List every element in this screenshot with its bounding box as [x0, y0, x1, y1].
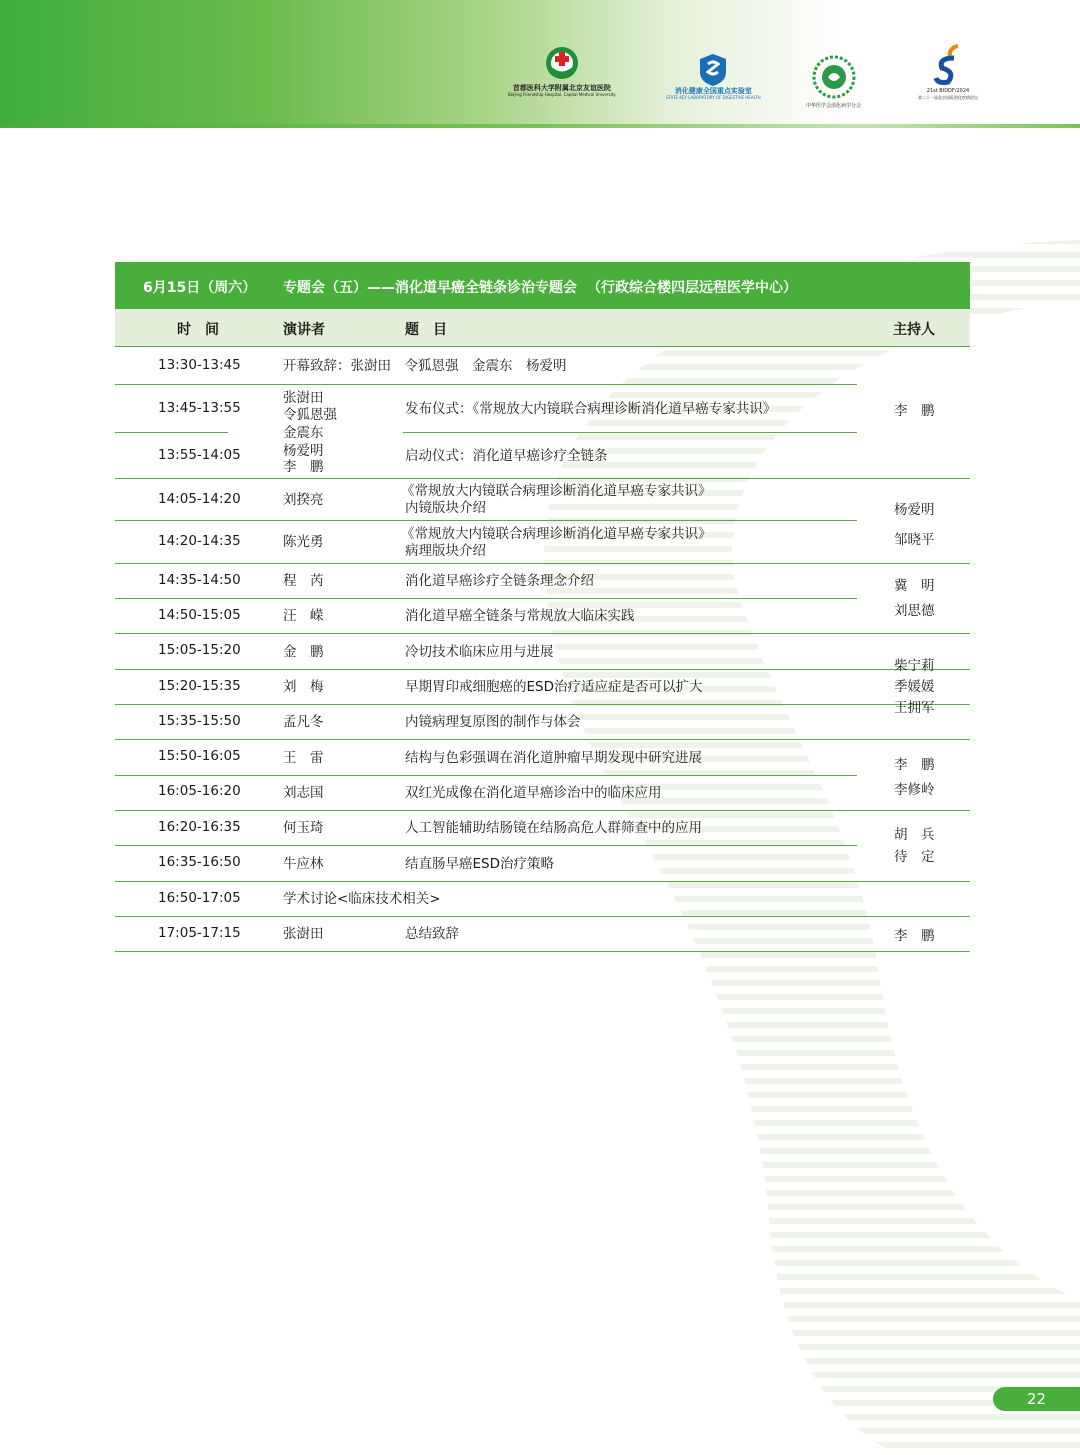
row-topic-line2: 内镜版块介绍 [405, 500, 486, 516]
row-time: 15:50-16:05 [158, 748, 241, 764]
header-topic: 题 目 [405, 322, 447, 338]
host-name: 李修岭 [894, 782, 935, 798]
row-speaker: 刘 梅 [283, 679, 324, 695]
hospital-logo-subcaption: Beijing Friendship Hospital, Capital Medical University [508, 92, 616, 97]
lab-logo-caption: 消化健康全国重点实验室 [674, 87, 752, 95]
row-topic: 消化道早癌全链条与常规放大临床实践 [405, 608, 635, 624]
row-speaker: 孟凡冬 [283, 714, 324, 730]
row-speaker: 牛应林 [283, 856, 324, 872]
conference-logo-icon [928, 42, 968, 88]
host-name: 李 鹏 [894, 757, 935, 773]
hospital-logo-caption: 首都医科大学附属北京友谊医院 [512, 84, 611, 92]
row-divider [115, 739, 970, 740]
row-time: 16:20-16:35 [158, 819, 241, 835]
row-topic: 早期胃印戒细胞癌的ESD治疗适应症是否可以扩大 [405, 679, 703, 695]
header-speaker: 演讲者 [283, 322, 325, 338]
host-name: 冀 明 [894, 578, 935, 594]
row-divider [115, 520, 857, 521]
row-divider [115, 810, 970, 811]
row-speaker: 学术讨论<临床技术相关> [283, 891, 441, 907]
row-divider [115, 845, 857, 846]
row-topic: 人工智能辅助结肠镜在结肠高危人群筛查中的应用 [405, 820, 702, 836]
row-topic: 《常规放大内镜联合病理诊断消化道早癌专家共识》 [401, 526, 712, 542]
row-time: 14:50-15:05 [158, 607, 241, 623]
row-time: 16:05-16:20 [158, 783, 241, 799]
row-time: 15:20-15:35 [158, 678, 241, 694]
row-time: 17:05-17:15 [158, 925, 241, 941]
row-divider [115, 669, 970, 670]
ceremony-speaker: 令狐恩强 [283, 407, 337, 423]
row-divider [115, 916, 970, 917]
row-time: 15:35-15:50 [158, 713, 241, 729]
row-time: 16:50-17:05 [158, 890, 241, 906]
conference-logo-caption: 21st BIDDF/2024 [926, 88, 970, 94]
row-topic: 结直肠早癌ESD治疗策略 [405, 856, 554, 872]
page-number: 22 [993, 1387, 1080, 1411]
host-name: 李 鹏 [894, 403, 935, 419]
row-speaker: 汪 嵘 [283, 608, 324, 624]
row-time: 13:55-14:05 [158, 447, 241, 463]
row-topic: 内镜病理复原图的制作与体会 [405, 714, 581, 730]
header-time: 时 间 [177, 322, 219, 338]
ceremony-speaker: 金震东 [283, 425, 324, 441]
host-name: 邹晓平 [894, 532, 935, 548]
row-divider [115, 881, 970, 882]
row-speaker: 何玉琦 [283, 820, 324, 836]
row-divider [115, 563, 970, 564]
table-header [115, 309, 970, 347]
row-speaker: 程 芮 [283, 573, 324, 589]
row-divider [115, 775, 857, 776]
row-speaker: 张澍田 [283, 926, 324, 942]
session-date: 6月15日（周六） [143, 280, 257, 296]
row-divider [115, 633, 970, 634]
lab-shield-logo-icon [698, 52, 728, 88]
row-divider [115, 384, 857, 385]
hospital-logo-icon [544, 45, 580, 81]
host-name: 季媛媛 [894, 679, 935, 695]
row-topic: 《常规放大内镜联合病理诊断消化道早癌专家共识》 [401, 483, 712, 499]
row-topic: 双红光成像在消化道早癌诊治中的临床应用 [405, 785, 662, 801]
conference-logo [918, 42, 978, 100]
row-time: 14:35-14:50 [158, 572, 241, 588]
row-topic: 结构与色彩强调在消化道肿瘤早期发现中研究进展 [405, 750, 702, 766]
lab-logo [666, 52, 761, 100]
row-time: 13:45-13:55 [158, 400, 241, 416]
row-time: 14:20-14:35 [158, 533, 241, 549]
row-divider [115, 432, 228, 433]
row-divider [115, 704, 970, 705]
row-speaker: 刘揆亮 [283, 492, 324, 508]
session-venue: （行政综合楼四层远程医学中心） [587, 280, 797, 296]
association-wreath-logo-icon [812, 55, 856, 99]
row-divider [115, 598, 857, 599]
conference-logo-subcaption: 第二十一届北京国际消化疾病论坛 [918, 95, 978, 100]
host-name: 杨爱明 [894, 502, 935, 518]
row-speaker: 金 鹏 [283, 644, 324, 660]
row-topic-line2: 病理版块介绍 [405, 543, 486, 559]
row-topic: 冷切技术临床应用与进展 [405, 644, 554, 660]
row-topic: 消化道早癌诊疗全链条理念介绍 [405, 573, 594, 589]
row-topic: 总结致辞 [405, 926, 459, 942]
ceremony-speaker: 张澍田 [283, 390, 324, 406]
row-topic: 启动仪式：消化道早癌诊疗全链条 [405, 448, 608, 464]
host-name: 李 鹏 [894, 928, 935, 944]
ceremony-speaker: 杨爱明 [283, 443, 324, 459]
host-name: 柴宁莉 [894, 658, 935, 674]
row-time: 16:35-16:50 [158, 854, 241, 870]
row-speaker: 刘志国 [283, 785, 324, 801]
row-time: 14:05-14:20 [158, 491, 241, 507]
row-speaker: 开幕致辞：张澍田 令狐恩强 金震东 杨爱明 [283, 358, 567, 374]
row-speaker: 王 雷 [283, 750, 324, 766]
host-name: 胡 兵 [894, 827, 935, 843]
row-divider [115, 951, 970, 952]
host-name: 待 定 [894, 849, 935, 865]
lab-logo-subcaption: STATE KEY LABORATORY OF DIGESTIVE HEALTH [666, 95, 761, 100]
hospital-logo [508, 45, 616, 97]
row-topic: 发布仪式：《常规放大内镜联合病理诊断消化道早癌专家共识》 [405, 401, 777, 417]
header-host: 主持人 [893, 322, 935, 338]
association-logo [806, 55, 861, 110]
row-time: 13:30-13:45 [158, 357, 241, 373]
row-divider [115, 478, 970, 479]
host-name: 刘思德 [894, 603, 935, 619]
session-title-bar [115, 262, 970, 309]
row-divider [403, 432, 857, 433]
host-name: 王拥军 [894, 700, 935, 716]
association-logo-caption: 中华医学会消化病学分会 [806, 103, 862, 109]
row-time: 15:05-15:20 [158, 642, 241, 658]
row-speaker: 陈光勇 [283, 534, 324, 550]
session-title: 专题会（五）——消化道早癌全链条诊治专题会 [283, 280, 577, 296]
ceremony-speaker: 李 鹏 [283, 459, 324, 475]
